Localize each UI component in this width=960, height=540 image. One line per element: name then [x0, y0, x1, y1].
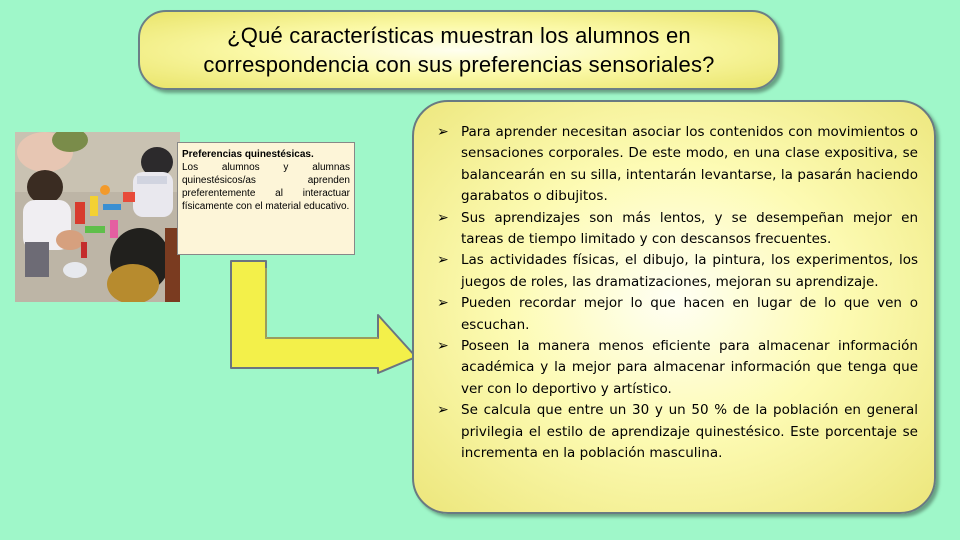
arrow-bullet-icon: ➢: [437, 252, 449, 269]
arrow-bullet-icon: ➢: [437, 338, 449, 355]
list-item: ➢ Poseen la manera menos eficiente para almacenar información académica y la mejor para almacenar información que tenga que ver con lo deportivo y artístico.: [437, 338, 918, 397]
list-item: ➢ Se calcula que entre un 30 y un 50 % de la población en general privilegia el estilo de aprendizaje quinestésico. Este porcentaje se incrementa en la población masculina.: [437, 402, 918, 462]
kinesthetic-note: [177, 142, 355, 255]
list-item: ➢ Para aprender necesitan asociar los contenidos con movimientos o sensaciones corporales. De este modo, en una clase expositiva, se balancearán en su silla, intentarán levantarse, la pasarán haciendo garabatos o dibujitos.: [437, 124, 918, 205]
title-line-2: correspondencia con sus preferencias sensoriales?: [203, 52, 715, 77]
arrow-bullet-icon: ➢: [437, 124, 449, 140]
title-line-1: ¿Qué características muestran los alumnos en: [227, 23, 691, 48]
children-playing-photo: [15, 132, 180, 302]
list-item: ➢ Pueden recordar mejor lo que hacen en lugar de lo que ven o escuchan.: [437, 295, 918, 333]
list-item: ➢ Sus aprendizajes son más lentos, y se desempeñan mejor en tareas de tiempo limitado y con descansos frecuentes.: [437, 209, 918, 248]
arrow-bullet-icon: ➢: [437, 402, 449, 419]
title-box: [138, 10, 780, 90]
arrow-bullet-icon: ➢: [437, 209, 449, 226]
note-text: Los alumnos y alumnas quinestésicos/as aprenden preferentemente al interactuar físicamente con el material educativo.: [182, 162, 350, 212]
note-heading: Preferencias quinestésicas.: [182, 149, 314, 160]
l-arrow-shape: [228, 258, 420, 376]
list-item: ➢ Las actividades físicas, el dibujo, la pintura, los experimentos, los juegos de roles, las dramatizaciones, mejoran su aprendizaje.: [437, 252, 918, 290]
arrow-bullet-icon: ➢: [437, 295, 449, 312]
characteristics-list: [437, 122, 918, 465]
